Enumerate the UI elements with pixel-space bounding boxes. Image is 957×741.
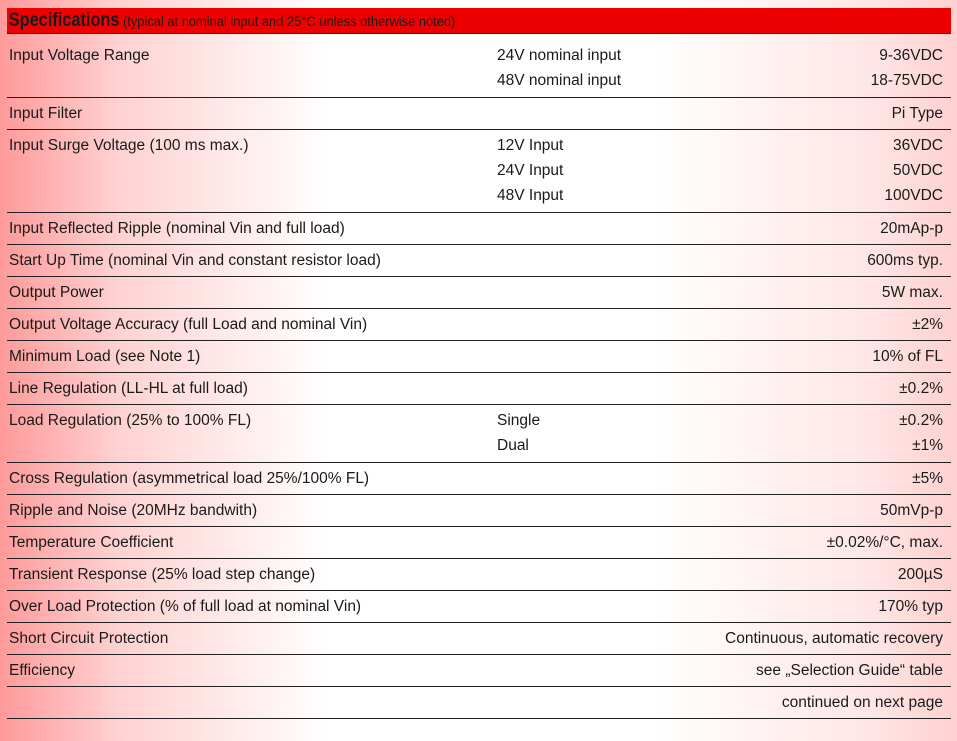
spec-label: Temperature Coefficient [9,533,174,551]
continued-note: continued on next page [781,693,943,711]
spec-value: 18-75VDC [870,71,943,89]
spec-label: Line Regulation (LL-HL at full load) [9,379,248,397]
spec-value: ±1% [912,436,943,454]
spec-label: Over Load Protection (% of full load at nominal Vin) [9,597,362,615]
spec-value: 9-36VDC [879,46,943,64]
spec-row [7,245,951,277]
spec-row [7,40,951,98]
spec-line [7,559,951,590]
spec-value: ±0.02%/°C, max. [826,533,943,551]
continuation-row [7,687,951,719]
spec-line [7,68,951,93]
spec-line [7,341,951,372]
spec-condition: 48V nominal input [497,71,622,89]
spec-label: Transient Response (25% load step change) [9,565,316,583]
spec-label: Efficiency [9,661,76,679]
spec-line [7,277,951,308]
spec-line [7,158,951,183]
spec-label: Minimum Load (see Note 1) [9,347,201,365]
spec-value: ±0.2% [899,411,943,429]
spec-condition: 12V Input [497,136,564,154]
spec-line [7,133,951,158]
spec-line [7,655,951,686]
spec-label: Input Surge Voltage (100 ms max.) [9,136,249,154]
spec-line [7,309,951,340]
spec-value: see „Selection Guide“ table [756,661,943,679]
spec-label: Input Filter [9,104,83,122]
spec-row [7,591,951,623]
spec-line [7,591,951,622]
section-subtitle: (typical at nominal input and 25°C unless otherwise noted) [122,12,456,29]
specifications-header [7,8,951,34]
spec-label: Output Voltage Accuracy (full Load and nominal Vin) [9,315,368,333]
spec-label: Input Reflected Ripple (nominal Vin and full load) [9,219,345,237]
spec-row [7,213,951,245]
spec-line [7,213,951,244]
spec-value: 10% of FL [872,347,943,365]
spec-value: ±0.2% [899,379,943,397]
spec-value: 170% typ [878,597,943,615]
spec-condition: Single [497,411,541,429]
spec-row [7,495,951,527]
spec-row [7,98,951,130]
spec-row [7,130,951,213]
spec-label: Load Regulation (25% to 100% FL) [9,411,252,429]
spec-label: Cross Regulation (asymmetrical load 25%/100% FL) [9,469,370,487]
spec-label: Ripple and Noise (20MHz bandwith) [9,501,258,519]
spec-row [7,341,951,373]
spec-line [7,495,951,526]
spec-line [7,183,951,208]
spec-line [7,527,951,558]
spec-condition: 24V nominal input [497,46,622,64]
spec-value: 50VDC [893,161,943,179]
spec-label: Start Up Time (nominal Vin and constant resistor load) [9,251,381,269]
spec-line [7,433,951,458]
spec-row [7,277,951,309]
spec-line [7,43,951,68]
spec-condition: 48V Input [497,186,564,204]
spec-row [7,527,951,559]
spec-line [7,408,951,433]
spec-label: Input Voltage Range [9,46,150,64]
spec-value: 36VDC [893,136,943,154]
spec-value: ±5% [912,469,943,487]
spec-line [7,463,951,494]
spec-condition: 24V Input [497,161,564,179]
spec-row [7,655,951,687]
spec-line [7,373,951,404]
spec-label: Output Power [9,283,104,301]
spec-row [7,463,951,495]
spec-row [7,405,951,463]
spec-line [7,98,951,129]
section-title: Specifications [8,9,120,31]
spec-condition: Dual [497,436,529,454]
spec-value: ±2% [912,315,943,333]
spec-value: 5W max. [881,283,943,301]
spec-line [7,245,951,276]
spec-value: 20mAp-p [880,219,943,237]
spec-value: Continuous, automatic recovery [725,629,943,647]
spec-line [7,623,951,654]
spec-row [7,373,951,405]
spec-label: Short Circuit Protection [9,629,169,647]
spec-value: 200µS [897,565,943,583]
spec-value: 50mVp-p [880,501,943,519]
spec-row [7,559,951,591]
spec-value: 600ms typ. [867,251,943,269]
spec-value: Pi Type [891,104,943,122]
spec-row [7,623,951,655]
spec-value: 100VDC [884,186,943,204]
specifications-table [7,40,951,719]
spec-row [7,309,951,341]
